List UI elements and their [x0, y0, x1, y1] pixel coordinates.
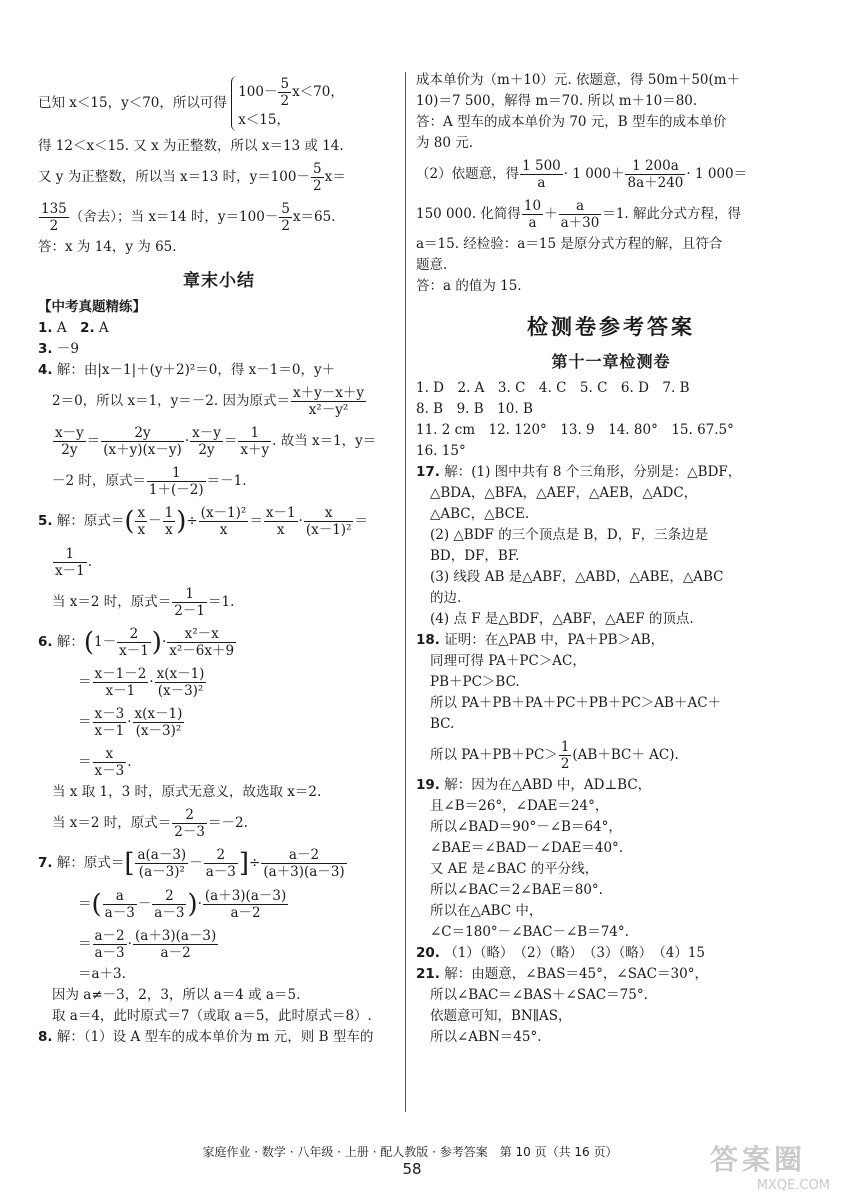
text-line: 取 a＝4，此时原式＝7（或取 a＝5，此时原式＝8）. [52, 1008, 372, 1024]
column-divider [405, 72, 406, 1112]
text-line: 所以∠BAD＝90°－∠B＝64°， [430, 819, 622, 835]
text: x＝ [324, 169, 346, 185]
text: ＝－2. [207, 815, 248, 831]
fraction [53, 425, 86, 458]
text: （舍去）；当 x＝14 时，y＝100－ [69, 209, 279, 225]
fraction [172, 807, 207, 840]
fraction [39, 201, 69, 234]
text: （2）依题意，得 [416, 166, 520, 182]
text: x＜15， [238, 112, 290, 128]
numerator: (a＋3)(a－3) [134, 928, 217, 944]
text: 所以 PA＋PB＋PC＞ [430, 747, 558, 763]
text-line: △ABC，△BCE. [430, 506, 530, 522]
question-number: 8. [38, 1029, 53, 1045]
denominator: 2 [280, 93, 290, 109]
text-line [38, 157, 400, 197]
answer-line: 11. 2 cm 12. 120° 13. 9 14. 80° 15. 67.5° [416, 422, 734, 438]
denominator: x [219, 522, 228, 538]
numerator: 1 200a [625, 158, 685, 175]
fraction [133, 706, 185, 739]
text-line: ∠BAE＝∠BAD－∠DAE＝40°. [430, 840, 624, 856]
numerator: 10 [523, 198, 542, 214]
text: · 1 000＋ [563, 166, 625, 182]
numerator: x(x－1) [134, 706, 183, 722]
answer-line [38, 1027, 400, 1048]
denominator: a [537, 175, 546, 191]
fraction [147, 465, 206, 498]
system-row [238, 76, 344, 109]
numerator: 5 [281, 201, 290, 217]
text: 解：原式＝ [56, 513, 125, 529]
text-line [38, 582, 400, 622]
text-line: 10)＝7 500，解得 m＝70. 所以 m＋10＝80. [416, 93, 698, 109]
text-line: △BDA，△BFA，△AEF，△AEB，△ADC， [430, 485, 698, 501]
text: 解： [56, 633, 84, 650]
fraction [264, 505, 298, 538]
numerator: 1 [164, 505, 174, 521]
fraction [93, 706, 127, 739]
text-line: ＝ $\frac{a-2}{a-3}$ · $\frac{(a+3)(a-3)}{a-2}$ [78, 928, 217, 961]
question-number: 17. [416, 464, 440, 480]
numerator: a－2 [94, 928, 125, 944]
text: x＝65. [292, 209, 336, 225]
text: 当 x＝2 时，原式＝ [52, 593, 172, 610]
fraction [93, 928, 127, 961]
denominator: x＋y [240, 442, 270, 458]
answer-line [416, 964, 806, 985]
fraction [93, 746, 127, 779]
denominator: a－3 [104, 904, 135, 921]
answer: A [56, 320, 67, 336]
text: 又 y 为正整数，所以当 x＝13 时，y＝100－ [38, 169, 310, 185]
fraction [291, 385, 366, 418]
question-number: 2. [80, 320, 95, 336]
text-line: BC. [430, 716, 455, 732]
numerator: x²－x [167, 626, 236, 643]
text-line: 所以 PA＋PB＋PA＋PC＋PB＋PC＞AB＋AC＋ [430, 695, 722, 711]
numerator: x－3 [94, 706, 125, 722]
answer-line [416, 462, 806, 483]
numerator: a－2 [261, 847, 346, 864]
text-line: 答：x 为 14，y 为 65. [38, 239, 177, 255]
denominator: (x＋y)(x－y) [103, 442, 182, 458]
text-line [416, 735, 806, 775]
fraction [133, 928, 218, 961]
text-line: (2) △BDF 的三个顶点是 B，D，F，三条边是 [430, 527, 709, 543]
page-footer: 家庭作业 · 数学 · 八年级 · 上册 · 配人教版 · 参考答案 第 10 页（共 16 页） [202, 1145, 618, 1159]
denominator: 2－3 [174, 824, 205, 840]
fraction [190, 425, 223, 458]
denominator: x－1 [55, 562, 85, 579]
numerator: 5 [280, 76, 290, 92]
numerator: 5 [312, 161, 322, 177]
fraction [625, 158, 685, 191]
denominator: 2y [198, 442, 215, 458]
numerator: x－y [192, 425, 221, 441]
text-line: 题意. [416, 257, 448, 273]
fraction [279, 201, 292, 234]
fraction [93, 666, 149, 699]
numerator: 2y [101, 425, 184, 442]
fraction [103, 888, 137, 921]
numerator: x [93, 746, 127, 763]
denominator: 2－1 [174, 602, 205, 619]
denominator: (x－3)² [157, 683, 204, 699]
text: 100－ [238, 84, 278, 100]
question-number: 4. [38, 362, 53, 378]
denominator: a－3 [205, 864, 236, 880]
numerator: (a＋3)(a－3) [204, 887, 287, 904]
text-line: 成本单价为（m＋10）元. 依题意，得 50m＋50(m＋ [416, 72, 741, 88]
denominator: x²－6x＋9 [169, 642, 235, 659]
question-number: 7. [38, 855, 53, 871]
text: . 故当 x＝1，y＝ [272, 433, 377, 449]
text-line: a＝15. 经检验：a＝15 是原分式方程的解，且符合 [416, 236, 723, 252]
question-number: 5. [38, 513, 53, 529]
numerator: (x－1)² [200, 505, 247, 521]
denominator: (a＋3)(a－3) [263, 864, 345, 880]
text-line: ＝ $\frac{x-1-2}{x-1}$ · $\frac{x(x-1)}{\text{(x－3)²}}$ [78, 666, 205, 699]
numerator: a [103, 888, 137, 905]
answer-line: 5. 解：原式＝( $\frac{x}{x}$ － $\frac{1}{x}$ )÷ $\frac{\text{(x－1)²}}{x}$ ＝ $\frac{x-1}{x}$ · $\frac{x}{\text{(x－1)²}}$ ＝ [38, 505, 368, 538]
text-line: ＝a＋3. [78, 966, 126, 982]
fraction [278, 76, 291, 109]
answer-line [416, 630, 806, 651]
denominator: 2 [560, 756, 570, 772]
fraction [163, 505, 176, 538]
section-heading: 章末小结 [183, 271, 255, 291]
text: ＝1. 解此分式方程，得 [602, 206, 742, 222]
text-line: ＝ $\frac{x-3}{x-1}$ · $\frac{x(x-1)}{\text{(x－3)²}}$ [78, 706, 183, 739]
fraction [304, 505, 354, 538]
denominator: 1＋(－2) [148, 482, 204, 498]
text-line: 同理可得 PA＋PC＞AC， [430, 653, 586, 669]
numerator: a(a－3) [137, 847, 187, 863]
chapter-heading: 第十一章检测卷 [551, 352, 671, 371]
text-line: 当 x 取 1，3 时，原式无意义，故选取 x＝2. [52, 784, 322, 800]
watermark-text: 答案圈 [710, 1143, 807, 1176]
text-line: PB＋PC＞BC. [430, 674, 520, 690]
right-column [416, 70, 806, 1048]
section-heading: 检测卷参考答案 [527, 315, 695, 339]
text-line [38, 461, 400, 501]
text-line: 答：A 型车的成本单价为 70 元，B 型车的成本单价 [416, 114, 727, 130]
question-number: 19. [416, 777, 440, 793]
text: 证明：在△PAB 中，PA＋PB＞AB， [444, 632, 665, 648]
text-line: 的边. [430, 590, 462, 606]
denominator: 2 [281, 218, 290, 234]
text-line: ＝( $\frac{a}{a-3}$ － $\frac{2}{a-3}$ )· $\frac{(a+3)(a-3)}{a-2}$ [78, 887, 287, 921]
denominator: (x－3)² [135, 723, 182, 739]
fraction [559, 739, 572, 772]
text-line [38, 197, 400, 237]
text-line: 答：a 的值为 15. [416, 278, 522, 294]
fraction [167, 626, 236, 659]
inequality-system [231, 76, 344, 131]
text-line: 依题意可知，BN∥AS， [430, 1008, 572, 1024]
text: · 1 000＝ [686, 166, 748, 182]
numerator: x－1－2 [94, 666, 147, 682]
text-line [38, 381, 400, 421]
numerator: 1 500 [522, 158, 561, 174]
answer-line [38, 360, 400, 381]
text-line: 150 000. 化简得 $\frac{10}{a}$ ＋ $\frac{a}{a+30}$ ＝1. 解此分式方程，得 [416, 198, 742, 231]
text: （1）（略） （2）（略） （3）（略） （4）15 [444, 945, 706, 961]
fraction [203, 888, 288, 921]
answer-line: 16. 15° [416, 443, 466, 459]
text-line [38, 70, 400, 136]
numerator: 1 [147, 465, 206, 482]
text: 解：因为在△ABD 中，AD⊥BC， [444, 777, 652, 793]
denominator: a－2 [230, 904, 261, 921]
denominator: 2 [312, 178, 322, 194]
numerator: 1 [238, 425, 271, 442]
numerator: x [137, 505, 146, 521]
denominator: x [137, 522, 146, 538]
text-line: (4) 点 F 是△BDF，△ABF，△AEF 的顶点. [430, 611, 694, 627]
text-line [38, 803, 400, 843]
denominator: (x－1)² [305, 522, 352, 538]
numerator: a [559, 198, 602, 215]
fraction [522, 198, 543, 231]
denominator: (a－3)² [138, 864, 185, 880]
denominator: a－3 [154, 904, 185, 921]
numerator: x－1 [265, 505, 296, 521]
text: 解：由题意，∠BAS＝45°，∠SAC＝30°， [444, 966, 708, 982]
text-line: ＝ $\frac{x}{x-3}$ . [78, 746, 132, 779]
denominator: a＋30 [560, 215, 600, 231]
text: x＜70， [292, 84, 344, 100]
text-line: ∠C＝180°－∠BAC－∠B＝74°. [430, 924, 629, 940]
denominator: x－1 [105, 683, 136, 699]
left-column [38, 70, 400, 1048]
text: 解：原式＝ [56, 855, 125, 871]
text-line: 所以在△ABC 中， [430, 903, 543, 919]
fraction [204, 847, 238, 880]
denominator: x－1 [94, 723, 125, 739]
fraction [520, 158, 563, 191]
denominator: x－1 [119, 642, 149, 659]
denominator: x [276, 522, 285, 538]
question-number: 18. [416, 632, 440, 648]
question-number: 21. [416, 966, 440, 982]
denominator: 8a＋240 [627, 175, 684, 191]
denominator: x－3 [94, 763, 125, 779]
numerator: 1 [560, 739, 570, 755]
text: －2 时，原式＝ [52, 473, 146, 489]
text: ＝1. [207, 593, 235, 610]
numerator: 2 [172, 807, 207, 824]
denominator: x [165, 522, 173, 538]
numerator: x＋y－x＋y [292, 385, 364, 401]
text-line: $\frac{1}{x-1}$ . [55, 545, 92, 579]
answer-line: 6. 解：(1－ $\frac{2}{x-1}$ )· $\frac{\text{x²－x}}{\text{x²－6x＋9}}$ [38, 625, 235, 659]
numerator: 1 [53, 546, 87, 563]
text-line: 所以∠ABN＝45°. [430, 1029, 542, 1045]
text: 2＝0，所以 x＝1，y＝－2. 因为原式＝ [52, 393, 290, 409]
text: (AB＋BC＋ AC). [572, 747, 679, 763]
text-line: 为 80 元. [416, 135, 474, 151]
answer-line: 1. D 2. A 3. C 4. C 5. C 6. D 7. B [416, 380, 690, 396]
question-number: 20. [416, 945, 440, 961]
text-line: 且∠B＝26°，∠DAE＝24°， [430, 798, 609, 814]
text: 解：（1）设 A 型车的成本单价为 m 元，则 B 型车的 [56, 1029, 374, 1045]
text: 150 000. 化简得 [416, 206, 521, 222]
numerator: 135 [41, 201, 67, 217]
denominator: a－3 [94, 945, 125, 961]
fraction [152, 888, 186, 921]
fraction [155, 666, 207, 699]
fraction [53, 546, 87, 579]
fraction [172, 586, 207, 619]
denominator: 2 [49, 218, 59, 234]
question-number: 3. [38, 341, 53, 357]
text-line [416, 154, 806, 194]
page-number: 58 [402, 1160, 422, 1178]
system-row [238, 109, 344, 131]
numerator: 2 [152, 888, 186, 905]
question-number: 6. [38, 633, 53, 650]
numerator: 2 [204, 847, 238, 864]
text-line: 因为 a≠－3，2，3，所以 a＝4 或 a＝5. [52, 987, 301, 1003]
text-line: 所以∠BAC＝∠BAS＋∠SAC＝75°. [430, 987, 648, 1003]
fraction [311, 161, 324, 194]
text-line: BD，DF，BF. [430, 548, 520, 564]
fraction [559, 198, 602, 231]
numerator: x [304, 505, 354, 522]
fraction [117, 626, 151, 659]
answer: A [98, 320, 109, 336]
numerator: x(x－1) [156, 666, 205, 682]
watermark-logo [710, 1138, 830, 1193]
text: 解：(1) 图中共有 8 个三角形，分别是：△BDF， [444, 464, 742, 480]
denominator: a－2 [160, 945, 191, 961]
answer-line: 8. B 9. B 10. B [416, 401, 533, 417]
answer: －9 [56, 341, 79, 357]
answer-line [38, 339, 400, 360]
text: 已知 x＜15，y＜70，所以可得 [38, 95, 227, 111]
text-line: $\frac{x-y}{2y}$ ＝ $\frac{2y}{(x+y)(x-y)}$ · $\frac{x-y}{2y}$ ＝ $\frac{1}{x+y}$ . 故当 x＝1，y＝ [55, 425, 377, 458]
answer-line [416, 775, 806, 796]
answer-line [38, 318, 400, 339]
text-line: (3) 线段 AB 是△ABF，△ABD，△ABE，△ABC [430, 569, 724, 585]
watermark-url: MXQE.COM [756, 1178, 830, 1193]
text: 解：由|x－1|＋(y＋2)²＝0，得 x－1＝0，y＋ [56, 362, 336, 378]
fraction [101, 425, 184, 458]
fraction [261, 847, 346, 880]
denominator: 2y [61, 442, 78, 458]
fraction [135, 505, 147, 538]
subsection-tag: 【中考真题精练】 [38, 299, 146, 315]
fraction [135, 847, 188, 880]
numerator: 2 [117, 626, 151, 643]
text-line: 所以∠BAC＝2∠BAE＝80°. [430, 882, 603, 898]
answer-line: 7. 解：原式＝[ $\frac{a(a-3)}{\text{(a－3)²}}$ － $\frac{2}{a-3}$ ]÷ $\frac{a-2}{(a+3)(a-3)}$ [38, 847, 345, 880]
answer-line [416, 943, 806, 964]
fraction [199, 505, 249, 538]
text: ＝－1. [206, 473, 247, 489]
numerator: 1 [172, 586, 207, 603]
question-number: 1. [38, 320, 53, 336]
text-line: 得 12＜x＜15. 又 x 为正整数，所以 x＝13 或 14. [38, 138, 344, 154]
denominator: a [528, 215, 537, 231]
text: 当 x＝2 时，原式＝ [52, 815, 172, 831]
text-line: 又 AE 是∠BAC 的平分线， [430, 861, 599, 877]
denominator: x²－y² [308, 402, 349, 418]
numerator: x－y [55, 425, 84, 441]
fraction [238, 425, 271, 458]
